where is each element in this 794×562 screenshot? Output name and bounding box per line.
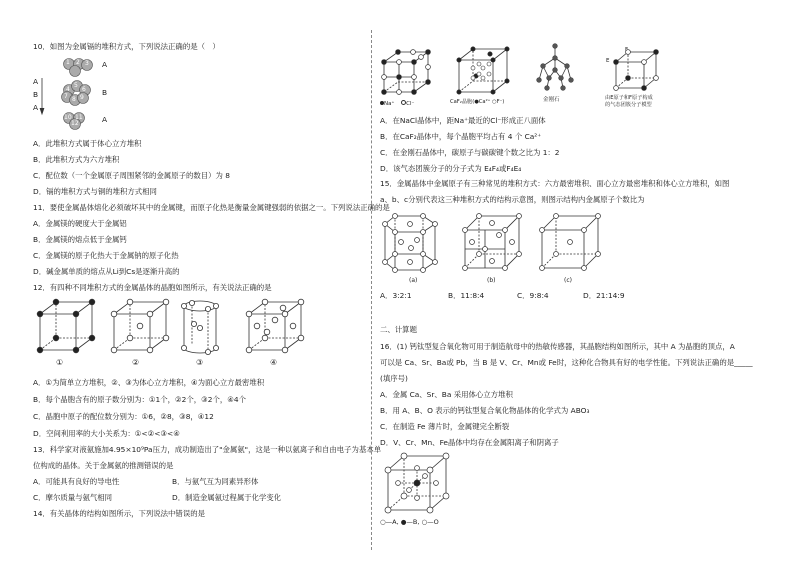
ef-cluster-figure xyxy=(612,47,658,92)
q15-option-c: C．9:8:4 xyxy=(517,291,549,300)
nacl-legend xyxy=(380,100,414,108)
nacl-cell-figure xyxy=(380,48,432,96)
q11-option-b: B．金属镁的熔点低于金属钙 xyxy=(33,235,127,244)
q10-option-b: B．此堆积方式为六方堆积 xyxy=(33,155,120,164)
q11-option-d: D．碱金属单质的熔点从Li到Cs是逐渐升高的 xyxy=(33,267,180,276)
q14-option-c: C．在金刚石晶体中，碳原子与碳碳键个数之比为 1：2 xyxy=(380,148,560,157)
q15-figure-label-a: (a) xyxy=(409,277,418,284)
sphere-number-3: 3 xyxy=(85,60,89,67)
q12-option-d: D．空间利用率的大小关系为：①<②<③<④ xyxy=(33,429,180,438)
q11-option-a: A．金属镁的硬度大于金属铝 xyxy=(33,219,127,228)
q14-stem: 14．有关晶体的结构如图所示，下列说法中错误的是 xyxy=(33,509,206,518)
sphere-number-2: 2 xyxy=(76,59,80,66)
q16-line3: (填序号) xyxy=(380,374,408,383)
sphere-number-8: 8 xyxy=(72,96,76,103)
q16-option-c: C．在制造 Fe 薄片时，金属键完全断裂 xyxy=(380,422,510,431)
diamond-structure-figure xyxy=(535,42,575,94)
figure-label-3: ③ xyxy=(196,358,204,367)
q16-line2: 可以是 Ca、Sr、Ba或 Pb，当 B 是 V、Cr、Mn或 Fe时，这种化合物具有好的电学性能。下列说法正确的是_____ xyxy=(380,358,753,367)
ef-label-e: E xyxy=(606,58,610,64)
cl-ion-legend: Cl⁻ xyxy=(406,101,415,107)
hexagonal-cell-figure xyxy=(180,298,220,358)
layer-label-a-top: A xyxy=(102,60,108,69)
q15-option-b: B．11:8:4 xyxy=(448,291,485,300)
q10-option-a: A．此堆积方式属于体心立方堆积 xyxy=(33,139,142,148)
na-ion-legend: Na⁺ xyxy=(384,101,395,107)
ef-caption-line2: 的气态团簇分子模型 xyxy=(605,102,652,108)
q11-option-c: C．金属镁的原子化热大于金属钠的原子化热 xyxy=(33,251,179,260)
bcc-structure-figure-c xyxy=(538,212,602,272)
figure-label-4: ④ xyxy=(270,358,278,367)
q10-option-c: C．配位数（一个金属原子周围紧邻的金属原子的数目）为 8 xyxy=(33,171,230,180)
fcc-structure-figure-b xyxy=(461,212,525,272)
sphere-number-7: 7 xyxy=(64,93,68,100)
diamond-caption: 金刚石 xyxy=(543,97,560,103)
q15-figure-label-c: (c) xyxy=(564,277,572,284)
sphere-number-9: 9 xyxy=(80,94,84,101)
ef-label-f: F xyxy=(625,47,629,53)
sphere-number-6: 6 xyxy=(82,86,86,93)
q14-option-d: D．该气态团簇分子的分子式为 E₄F₄或F₄E₄ xyxy=(380,164,522,173)
sphere-number-12: 12 xyxy=(71,120,79,127)
q16-legend: ○—A, ●—B, ○—O xyxy=(380,518,439,526)
q13-stem-line2: 位构成的晶体。关于金属氨的推测错误的是 xyxy=(33,461,174,470)
perovskite-cell-figure xyxy=(384,452,450,514)
q15-stem-line2: a、b、c分别代表这三种堆积方式的结构示意图，则图示结构内金属原子个数比为 xyxy=(380,195,645,204)
figure-label-1: ① xyxy=(56,358,64,367)
q10-stem: 10．如图为金属镉的堆积方式，下列说法正确的是（ ） xyxy=(33,42,220,51)
arrow-label-a-bottom: A xyxy=(33,103,39,112)
q14-option-b: B．在CaF₂晶体中，每个晶胞平均占有 4 个 Ca²⁺ xyxy=(380,132,542,141)
q10-option-d: D．镉的堆积方式与铜的堆积方式相同 xyxy=(33,187,157,196)
down-arrow-icon xyxy=(40,78,50,118)
column-divider xyxy=(371,30,372,550)
sphere-number-10: 10 xyxy=(64,114,72,121)
q15-figure-label-b: (b) xyxy=(487,277,496,284)
q15-option-a: A．3:2:1 xyxy=(380,291,412,300)
hcp-structure-figure-a xyxy=(383,212,447,272)
arrow-label-a-top: A xyxy=(33,77,39,86)
layer-label-a-bottom: A xyxy=(102,115,108,124)
simple-cubic-cell-figure xyxy=(36,300,96,355)
sphere-number-1: 1 xyxy=(66,59,70,66)
q12-option-a: A．①为简单立方堆积，②、③为体心立方堆积，④为面心立方最密堆积 xyxy=(33,378,265,387)
q13-option-d: D．制造金属氨过程属于化学变化 xyxy=(172,493,282,502)
q13-stem-line1: 13．科学家对液氨施加4.95×10⁹Pa压力，成功制造出了"金属氨"，这是一种以氨离子和自由电子为基本单 xyxy=(33,445,382,454)
q12-stem: 12．有四种不同堆积方式的金属晶体的晶胞如图所示，有关说法正确的是 xyxy=(33,283,272,292)
section-title: 二、计算题 xyxy=(380,325,417,334)
sphere-number-4: 4 xyxy=(66,86,70,93)
caf2-caption: CaF₂晶胞(●Ca²⁺ ○F⁻) xyxy=(450,99,505,105)
q11-stem: 11．要使金属晶体熔化必须破坏其中的金属键，而原子化热是衡量金属键强弱的依据之一。下列说法正确的是 xyxy=(33,203,390,212)
ef-caption-line1: 由E原子和F原子构成 xyxy=(605,95,653,101)
arrow-label-b: B xyxy=(33,90,39,99)
q13-option-c: C．摩尔质量与氨气相同 xyxy=(33,493,113,502)
face-centered-cell-figure xyxy=(245,300,305,355)
body-centered-cell-figure xyxy=(110,300,170,355)
q16-option-b: B．用 A、B、O 表示的钙钛型复合氧化物晶体的化学式为 ABO₃ xyxy=(380,406,590,415)
q16-line1: 16．(1) 钙钛型复合氧化物可用于制造航母中的热敏传感器，其晶胞结构如图所示，其中 A 为晶胞的顶点，A xyxy=(380,342,735,351)
sphere-number-11: 11 xyxy=(75,114,83,121)
q16-option-d: D．V、Cr、Mn、Fe晶体中均存在金属阳离子和阴离子 xyxy=(380,438,559,447)
q12-option-c: C．晶胞中原子的配位数分别为：①6，②8，③8，④12 xyxy=(33,412,214,421)
caf2-cell-figure xyxy=(455,46,509,96)
q12-option-b: B．每个晶胞含有的原子数分别为：①1个，②2个，③2个，④4个 xyxy=(33,395,246,404)
q15-option-d: D．21:14:9 xyxy=(583,291,625,300)
q13-option-a: A．可能具有良好的导电性 xyxy=(33,477,120,486)
sphere-number-5: 5 xyxy=(74,82,78,89)
q15-stem-line1: 15．金属晶体中金属原子有三种常见的堆积方式：六方最密堆积、面心立方最密堆积和体心立方堆积，如图 xyxy=(380,179,730,188)
q16-option-a: A．金属 Ca、Sr、Ba 采用体心立方堆积 xyxy=(380,390,513,399)
figure-label-2: ② xyxy=(132,358,140,367)
q13-option-b: B．与氨气互为同素异形体 xyxy=(172,477,259,486)
layer-label-b: B xyxy=(102,88,108,97)
q14-option-a: A．在NaCl晶体中，距Na⁺最近的Cl⁻形成正八面体 xyxy=(380,116,546,125)
